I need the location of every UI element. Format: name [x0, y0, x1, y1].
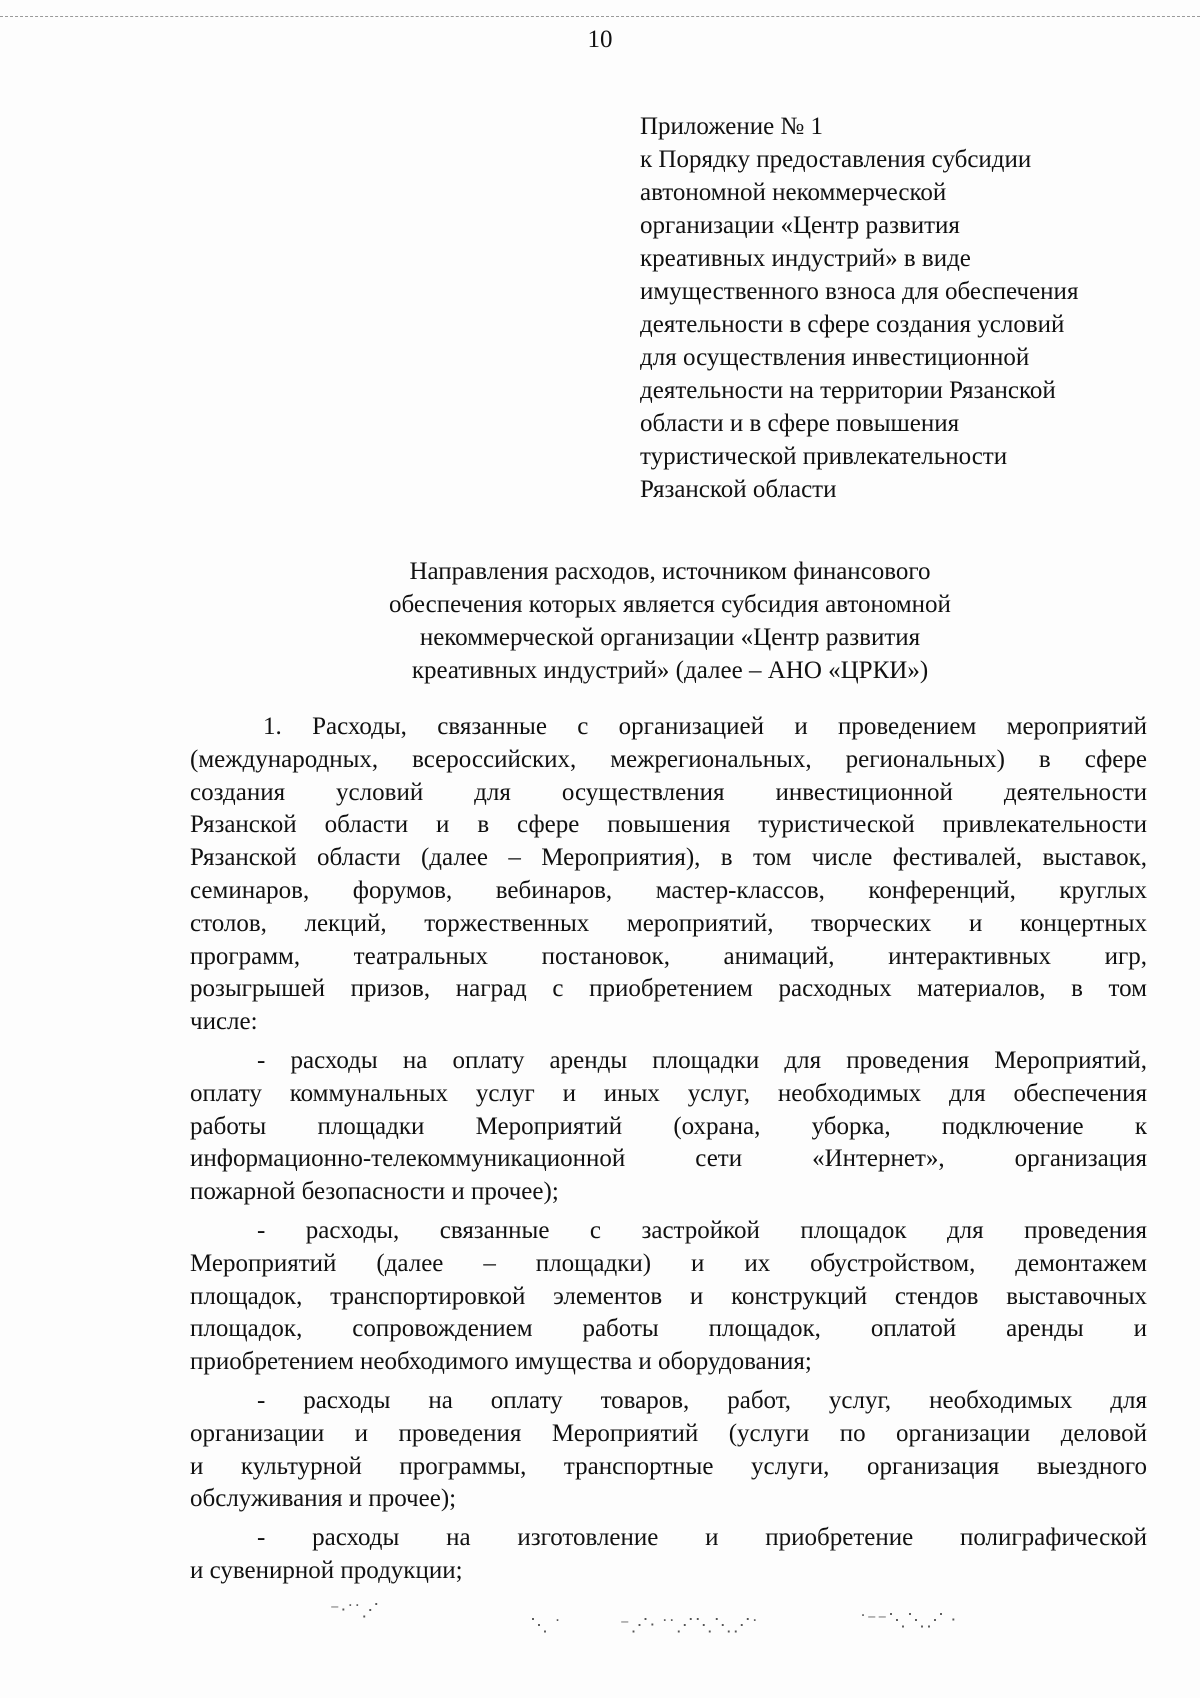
appendix-line: туристической привлекательности: [640, 443, 1008, 470]
body-line: оплату коммунальных услуг и иных услуг, необходимых для обеспечения: [190, 1079, 1147, 1107]
body-line: площадок, сопровождением работы площадок, оплатой аренды и: [190, 1315, 1147, 1343]
appendix-line: Приложение № 1: [640, 113, 824, 140]
appendix-line: имущественного взноса для обеспечения: [640, 278, 1079, 305]
body-line: - расходы на изготовление и приобретение полиграфической: [257, 1524, 1147, 1552]
body-line: и культурной программы, транспортные услуги, организация выездного: [190, 1452, 1147, 1480]
body-line: числе:: [190, 1008, 258, 1036]
body-line: информационно-телекоммуникационной сети «Интернет», организация: [190, 1145, 1147, 1173]
body-line: 1. Расходы, связанные с организацией и проведением мероприятий: [263, 713, 1147, 740]
page-number: 10: [587, 26, 613, 53]
body-line: и сувенирной продукции;: [190, 1556, 463, 1584]
body-line: Рязанской области (далее – Мероприятия), в том числе фестивалей, выставок,: [190, 844, 1147, 872]
body-line: работы площадки Мероприятий (охрана, уборка, подключение к: [190, 1112, 1147, 1140]
appendix-line: креативных индустрий» в виде: [640, 245, 971, 272]
appendix-line: области и в сфере повышения: [640, 410, 960, 437]
scan-noise: ⁻⋰⋅ ˙˙⋰⋱⋱⋰˙: [620, 1615, 759, 1635]
title-line: креативных индустрий» (далее – АНО «ЦРКИ»): [411, 657, 929, 684]
scan-noise: ⁻⋅˙˙⋰: [330, 1600, 381, 1620]
appendix-line: для осуществления инвестиционной: [640, 344, 1030, 371]
appendix-line: Рязанской области: [640, 476, 837, 503]
document-body: [190, 711, 1147, 1588]
title-line: обеспечения которых является субсидия автономной: [389, 591, 951, 618]
scan-noise: ˙⁻⁻⋱⋱⋰ ⋅: [860, 1610, 958, 1630]
body-line: Рязанской области и в сфере повышения туристической привлекательности: [190, 811, 1147, 839]
body-line: организации и проведения Мероприятий (услуги по организации деловой: [190, 1419, 1147, 1447]
appendix-header: [640, 110, 1160, 506]
appendix-line: деятельности на территории Рязанской: [640, 377, 1056, 404]
appendix-line: к Порядку предоставления субсидии: [640, 146, 1032, 173]
document-title: [280, 555, 1060, 687]
body-line: Мероприятий (далее – площадки) и их обустройством, демонтажем: [190, 1249, 1147, 1277]
scan-noise: ⋱ ˙: [530, 1615, 562, 1635]
title-line: Направления расходов, источником финансового: [409, 558, 931, 585]
body-line: - расходы на оплату товаров, работ, услуг, необходимых для: [257, 1386, 1147, 1414]
body-line: - расходы на оплату аренды площадки для проведения Мероприятий,: [257, 1046, 1147, 1074]
paragraph-2: [190, 1045, 1147, 1209]
body-line: пожарной безопасности и прочее);: [190, 1178, 559, 1206]
body-line: семинаров, форумов, вебинаров, мастер-классов, конференций, круглых: [190, 876, 1147, 904]
scan-top-border: [0, 16, 1200, 17]
paragraph-1: [190, 711, 1147, 1039]
body-line: приобретением необходимого имущества и оборудования;: [190, 1348, 812, 1376]
title-line: некоммерческой организации «Центр развития: [419, 624, 921, 651]
appendix-line: деятельности в сфере создания условий: [640, 311, 1065, 338]
body-line: площадок, транспортировкой элементов и конструкций стендов выставочных: [190, 1282, 1147, 1310]
body-line: (международных, всероссийских, межрегиональных, региональных) в сфере: [190, 745, 1147, 773]
appendix-line: автономной некоммерческой: [640, 179, 947, 206]
paragraph-4: [190, 1385, 1147, 1516]
body-line: - расходы, связанные с застройкой площадок для проведения: [257, 1216, 1147, 1244]
body-line: программ, театральных постановок, анимаций, интерактивных игр,: [190, 942, 1147, 970]
body-line: обслуживания и прочее);: [190, 1485, 457, 1513]
body-line: розыгрышей призов, наград с приобретением расходных материалов, в том: [190, 975, 1147, 1003]
body-line: столов, лекций, торжественных мероприятий, творческих и концертных: [190, 909, 1147, 937]
body-line: создания условий для осуществления инвестиционной деятельности: [190, 778, 1147, 806]
paragraph-3: [190, 1215, 1147, 1379]
appendix-line: организации «Центр развития: [640, 212, 960, 239]
paragraph-5: [190, 1522, 1147, 1588]
